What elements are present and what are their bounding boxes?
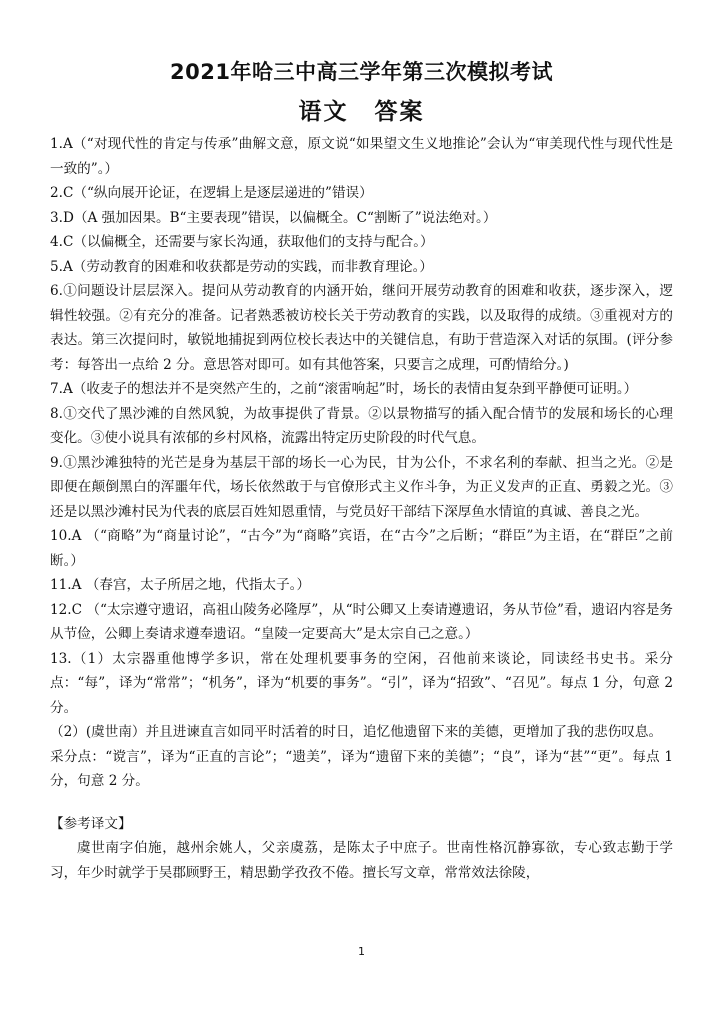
answer-text: 10.A （“商略”为“商量讨论”，“古今”为“商略”宾语，在“古今”之后断；“群臣”为主语，在“群臣”之前断。） [50, 528, 673, 569]
answer-item [50, 181, 673, 206]
answer-text: 4.C（以偏概全，还需要与家长沟通，获取他们的支持与配合。） [50, 234, 434, 250]
reference-body: 虞世南字伯施，越州余姚人，父亲虞荔，是陈太子中庶子。世南性格沉静寡欲，专心致志勤于学习，年少时就学于吴郡顾野王，精思勤学孜孜不倦。擅长写文章，常常效法徐陵， [50, 840, 673, 881]
answer-item [50, 647, 673, 721]
answer-text: 3.D（A 强加因果。B“主要表现”错误，以偏概全。C“割断了”说法绝对。） [50, 209, 497, 226]
answer-text: 1.A（“对现代性的肯定与传承”曲解文意，原文说“如果望文生义地推论”会认为“审美现代性与现代性是一致的”。） [50, 136, 673, 177]
answer-text: 13.（1）太宗器重他博学多识，常在处理机要事务的空闲，召他前来谈论，同读经书史书。采分点：“每”，译为“常常”；“机务”，译为“机要的事务”。“引”，译为“招致”、“召见”。每点 1 分，句意 2 分。 [50, 650, 673, 716]
subject-heading [50, 96, 673, 128]
answer-text: 6.①问题设计层层深入。提问从劳动教育的内涵开始，继问开展劳动教育的困难和收获，逐步深入，逻辑性较强。②有充分的准备。记者熟悉被访校长关于劳动教育的实践，以及取得的成绩。③重视对方的表达。第三次提问时，敏锐地捕捉到两位校长表达中的关键信息，有助于营造深入对话的氛围。(评分参考：每答出一点给 2 分。意思答对即可。如有其他答案，只要言之成理，可酌情给分。) [50, 283, 673, 373]
section-gap [50, 794, 673, 812]
answer-text: 采分点：“谠言”，译为“正直的言论”；“遗美”，译为“遗留下来的美德”；“良”，译为“甚”“更”。每点 1 分，句意 2 分。 [50, 748, 673, 789]
answer-item [50, 206, 673, 231]
answer-text: 8.①交代了黑沙滩的自然风貌，为故事提供了背景。②以景物描写的插入配合情节的发展和场长的心理变化。③使小说具有浓郁的乡村风格，流露出特定历史阶段的时代气息。 [50, 405, 673, 446]
answer-text: 11.A （春宫，太子所居之地，代指太子。） [50, 577, 311, 593]
answer-text: 12.C （“太宗遵守遗诏，高祖山陵务必隆厚”，从“时公卿又上奏请遵遗诏，务从节俭”看，遗诏内容是务从节俭，公卿上奏请求遵奉遗诏。“皇陵一定要高大”是太宗自己之意。） [50, 601, 673, 642]
answer-label: 答案 [374, 98, 425, 125]
exam-title: 2021年哈三中高三学年第三次模拟考试 [170, 60, 553, 84]
answer-item [50, 402, 673, 451]
page-number: 1 [358, 945, 365, 958]
answer-text: 2.C（“纵向展开论证，在逻辑上是逐层递进的”错误） [50, 185, 373, 201]
answer-item [50, 720, 673, 745]
answer-item [50, 451, 673, 525]
answer-list [50, 132, 673, 794]
subject-name: 语文 [298, 98, 349, 125]
answer-item [50, 132, 673, 181]
answer-text: 5.A（劳动教育的困难和收获都是劳动的实践，而非教育理论。） [50, 258, 434, 275]
answer-text: （2）(虞世南）并且进谏直言如同平时活着的时日，追忆他遗留下来的美德，更增加了我的悲伤叹息。 [50, 724, 663, 740]
answer-item [50, 598, 673, 647]
answer-text: 9.①黑沙滩独特的光芒是身为基层干部的场长一心为民，甘为公仆，不求名利的奉献、担当之光。②是即便在颠倒黑白的浑噩年代，场长依然敢于与官僚形式主义作斗争，为正义发声的正直、勇毅之光。③还是以黑沙滩村民为代表的底层百姓知恩重情，与党员好干部结下深厚鱼水情谊的真诚、善良之光。 [50, 454, 673, 520]
answer-item [50, 524, 673, 573]
answer-item [50, 377, 673, 402]
answer-item [50, 255, 673, 280]
answer-item [50, 279, 673, 377]
reference-title: 【参考译文】 [50, 815, 132, 832]
answer-item [50, 745, 673, 794]
answer-item [50, 573, 673, 598]
answer-item [50, 230, 673, 255]
answer-text: 7.A（收麦子的想法并不是突然产生的，之前“滚雷响起”时，场长的表情由复杂到平静便可证明。） [50, 381, 638, 397]
